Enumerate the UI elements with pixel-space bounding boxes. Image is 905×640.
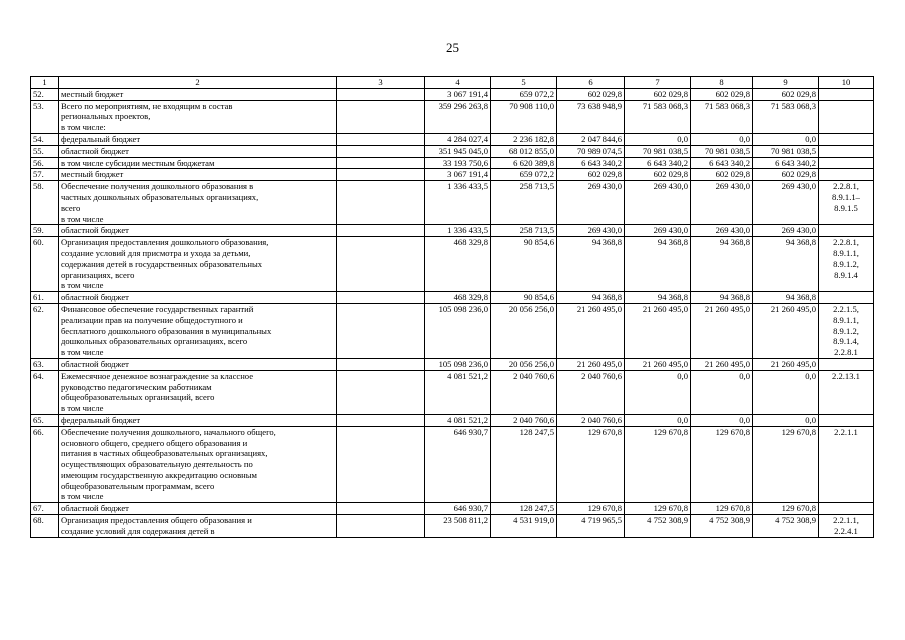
col8-value: 70 981 038,5 xyxy=(691,145,753,157)
col3-cell xyxy=(337,181,425,225)
reference-codes xyxy=(819,503,874,515)
col4-value: 351 945 045,0 xyxy=(425,145,491,157)
col4-value: 4 284 027,4 xyxy=(425,133,491,145)
col9-value: 4 752 308,9 xyxy=(753,515,819,538)
header-cell: 3 xyxy=(337,77,425,89)
col3-cell xyxy=(337,426,425,503)
header-cell: 1 xyxy=(31,77,59,89)
reference-codes xyxy=(819,292,874,304)
col9-value: 602 029,8 xyxy=(753,169,819,181)
header-cell: 2 xyxy=(59,77,337,89)
col3-cell xyxy=(337,303,425,358)
col5-value: 68 012 855,0 xyxy=(491,145,557,157)
col4-value: 1 336 433,5 xyxy=(425,225,491,237)
col4-value: 468 329,8 xyxy=(425,237,491,292)
row-number: 68. xyxy=(31,515,59,538)
row-number: 64. xyxy=(31,370,59,414)
row-number: 53. xyxy=(31,100,59,133)
budget-table xyxy=(30,76,874,538)
col3-cell xyxy=(337,515,425,538)
reference-codes: 2.2.1.1, 2.2.4.1 xyxy=(819,515,874,538)
col7-value: 70 981 038,5 xyxy=(625,145,691,157)
col7-value: 129 670,8 xyxy=(625,426,691,503)
header-cell: 6 xyxy=(557,77,625,89)
row-name: Обеспечение получения дошкольного, начального общего, основного общего, среднего общего образования и питания в частных общеобразовательных организациях, осуществляющих образовательную деятельность по имеющим государственную аккредитацию основным общеобразовательным программам, всего в том числе xyxy=(59,426,337,503)
row-number: 52. xyxy=(31,88,59,100)
col8-value: 129 670,8 xyxy=(691,426,753,503)
col6-value: 2 040 760,6 xyxy=(557,370,625,414)
col5-value: 6 620 389,8 xyxy=(491,157,557,169)
table-row xyxy=(31,133,874,145)
col9-value: 129 670,8 xyxy=(753,426,819,503)
col9-value: 269 430,0 xyxy=(753,225,819,237)
col4-value: 468 329,8 xyxy=(425,292,491,304)
col4-value: 359 296 263,8 xyxy=(425,100,491,133)
col5-value: 4 531 919,0 xyxy=(491,515,557,538)
col4-value: 105 098 236,0 xyxy=(425,358,491,370)
col7-value: 602 029,8 xyxy=(625,88,691,100)
col9-value: 70 981 038,5 xyxy=(753,145,819,157)
row-number: 55. xyxy=(31,145,59,157)
col3-cell xyxy=(337,100,425,133)
col8-value: 71 583 068,3 xyxy=(691,100,753,133)
col7-value: 6 643 340,2 xyxy=(625,157,691,169)
reference-codes xyxy=(819,145,874,157)
row-number: 60. xyxy=(31,237,59,292)
col3-cell xyxy=(337,414,425,426)
table-row xyxy=(31,157,874,169)
col6-value: 94 368,8 xyxy=(557,237,625,292)
col8-value: 4 752 308,9 xyxy=(691,515,753,538)
col7-value: 0,0 xyxy=(625,414,691,426)
col6-value: 269 430,0 xyxy=(557,181,625,225)
col9-value: 269 430,0 xyxy=(753,181,819,225)
row-name: областной бюджет xyxy=(59,358,337,370)
row-number: 54. xyxy=(31,133,59,145)
reference-codes xyxy=(819,414,874,426)
col6-value: 21 260 495,0 xyxy=(557,358,625,370)
row-name: областной бюджет xyxy=(59,225,337,237)
col7-value: 4 752 308,9 xyxy=(625,515,691,538)
col8-value: 6 643 340,2 xyxy=(691,157,753,169)
table-row xyxy=(31,237,874,292)
col3-cell xyxy=(337,292,425,304)
col9-value: 602 029,8 xyxy=(753,88,819,100)
row-name: областной бюджет xyxy=(59,503,337,515)
row-name: Организация предоставления дошкольного образования, создание условий для присмотра и ухода за детьми, содержания детей в государственных образовательных организациях, всего в том числе xyxy=(59,237,337,292)
col6-value: 21 260 495,0 xyxy=(557,303,625,358)
col5-value: 2 236 182,8 xyxy=(491,133,557,145)
col4-value: 646 930,7 xyxy=(425,426,491,503)
col8-value: 21 260 495,0 xyxy=(691,303,753,358)
header-cell: 7 xyxy=(625,77,691,89)
col6-value: 6 643 340,2 xyxy=(557,157,625,169)
col6-value: 73 638 948,9 xyxy=(557,100,625,133)
col9-value: 21 260 495,0 xyxy=(753,358,819,370)
row-number: 59. xyxy=(31,225,59,237)
row-number: 61. xyxy=(31,292,59,304)
row-number: 58. xyxy=(31,181,59,225)
col5-value: 70 908 110,0 xyxy=(491,100,557,133)
header-row xyxy=(31,77,874,89)
reference-codes xyxy=(819,358,874,370)
col5-value: 258 713,5 xyxy=(491,225,557,237)
reference-codes: 2.2.1.5, 8.9.1.1, 8.9.1.2, 8.9.1.4, 2.2.8.1 xyxy=(819,303,874,358)
col5-value: 20 056 256,0 xyxy=(491,358,557,370)
col7-value: 71 583 068,3 xyxy=(625,100,691,133)
col6-value: 4 719 965,5 xyxy=(557,515,625,538)
col9-value: 94 368,8 xyxy=(753,237,819,292)
table-row xyxy=(31,292,874,304)
col8-value: 269 430,0 xyxy=(691,225,753,237)
reference-codes: 2.2.8.1, 8.9.1.1, 8.9.1.2, 8.9.1.4 xyxy=(819,237,874,292)
col9-value: 21 260 495,0 xyxy=(753,303,819,358)
row-number: 63. xyxy=(31,358,59,370)
col4-value: 4 081 521,2 xyxy=(425,370,491,414)
table-row xyxy=(31,88,874,100)
col6-value: 129 670,8 xyxy=(557,503,625,515)
reference-codes: 2.2.1.1 xyxy=(819,426,874,503)
col4-value: 105 098 236,0 xyxy=(425,303,491,358)
reference-codes: 2.2.13.1 xyxy=(819,370,874,414)
col7-value: 0,0 xyxy=(625,133,691,145)
col7-value: 94 368,8 xyxy=(625,237,691,292)
col6-value: 602 029,8 xyxy=(557,88,625,100)
reference-codes xyxy=(819,88,874,100)
col3-cell xyxy=(337,503,425,515)
col7-value: 269 430,0 xyxy=(625,181,691,225)
reference-codes xyxy=(819,157,874,169)
row-number: 66. xyxy=(31,426,59,503)
col8-value: 129 670,8 xyxy=(691,503,753,515)
col3-cell xyxy=(337,133,425,145)
header-cell: 8 xyxy=(691,77,753,89)
col9-value: 94 368,8 xyxy=(753,292,819,304)
col3-cell xyxy=(337,145,425,157)
row-name: Ежемесячное денежное вознаграждение за классное руководство педагогическим работникам общеобразовательных организаций, всего в том числе xyxy=(59,370,337,414)
col7-value: 21 260 495,0 xyxy=(625,303,691,358)
row-name: Финансовое обеспечение государственных гарантий реализации прав на получение общедоступного и бесплатного дошкольного образования в муниципальных дошкольных образовательных организациях, всего в том числе xyxy=(59,303,337,358)
col6-value: 2 047 844,6 xyxy=(557,133,625,145)
col3-cell xyxy=(337,358,425,370)
col7-value: 602 029,8 xyxy=(625,169,691,181)
row-number: 67. xyxy=(31,503,59,515)
col8-value: 0,0 xyxy=(691,370,753,414)
row-name: федеральный бюджет xyxy=(59,414,337,426)
page-number: 25 xyxy=(446,40,459,55)
table-row xyxy=(31,225,874,237)
reference-codes xyxy=(819,100,874,133)
col8-value: 269 430,0 xyxy=(691,181,753,225)
col8-value: 602 029,8 xyxy=(691,169,753,181)
row-number: 65. xyxy=(31,414,59,426)
header-cell: 9 xyxy=(753,77,819,89)
col6-value: 129 670,8 xyxy=(557,426,625,503)
col7-value: 0,0 xyxy=(625,370,691,414)
col5-value: 90 854,6 xyxy=(491,237,557,292)
table-row xyxy=(31,358,874,370)
col3-cell xyxy=(337,88,425,100)
col4-value: 3 067 191,4 xyxy=(425,88,491,100)
header-cell: 10 xyxy=(819,77,874,89)
col7-value: 94 368,8 xyxy=(625,292,691,304)
col5-value: 128 247,5 xyxy=(491,503,557,515)
col7-value: 129 670,8 xyxy=(625,503,691,515)
col3-cell xyxy=(337,370,425,414)
reference-codes xyxy=(819,133,874,145)
row-number: 57. xyxy=(31,169,59,181)
col8-value: 94 368,8 xyxy=(691,237,753,292)
col6-value: 70 989 074,5 xyxy=(557,145,625,157)
col9-value: 71 583 068,3 xyxy=(753,100,819,133)
table-row xyxy=(31,303,874,358)
col7-value: 21 260 495,0 xyxy=(625,358,691,370)
col5-value: 128 247,5 xyxy=(491,426,557,503)
col4-value: 1 336 433,5 xyxy=(425,181,491,225)
col5-value: 2 040 760,6 xyxy=(491,370,557,414)
table-row xyxy=(31,145,874,157)
col8-value: 602 029,8 xyxy=(691,88,753,100)
table-row xyxy=(31,414,874,426)
col5-value: 258 713,5 xyxy=(491,181,557,225)
col4-value: 646 930,7 xyxy=(425,503,491,515)
row-name: областной бюджет xyxy=(59,292,337,304)
row-name: в том числе субсидии местным бюджетам xyxy=(59,157,337,169)
col6-value: 2 040 760,6 xyxy=(557,414,625,426)
row-name: федеральный бюджет xyxy=(59,133,337,145)
table-row xyxy=(31,100,874,133)
col3-cell xyxy=(337,169,425,181)
col9-value: 129 670,8 xyxy=(753,503,819,515)
row-name: Всего по мероприятиям, не входящим в состав региональных проектов, в том числе: xyxy=(59,100,337,133)
table-row xyxy=(31,370,874,414)
row-name: Обеспечение получения дошкольного образования в частных дошкольных образовательных организациях, всего в том числе xyxy=(59,181,337,225)
row-name: местный бюджет xyxy=(59,169,337,181)
table-row xyxy=(31,515,874,538)
col4-value: 23 508 811,2 xyxy=(425,515,491,538)
col5-value: 20 056 256,0 xyxy=(491,303,557,358)
col5-value: 659 072,2 xyxy=(491,88,557,100)
col5-value: 90 854,6 xyxy=(491,292,557,304)
col9-value: 0,0 xyxy=(753,370,819,414)
col5-value: 2 040 760,6 xyxy=(491,414,557,426)
reference-codes xyxy=(819,225,874,237)
col6-value: 269 430,0 xyxy=(557,225,625,237)
col9-value: 6 643 340,2 xyxy=(753,157,819,169)
reference-codes xyxy=(819,169,874,181)
col7-value: 269 430,0 xyxy=(625,225,691,237)
col5-value: 659 072,2 xyxy=(491,169,557,181)
row-number: 62. xyxy=(31,303,59,358)
col8-value: 21 260 495,0 xyxy=(691,358,753,370)
reference-codes: 2.2.8.1, 8.9.1.1– 8.9.1.5 xyxy=(819,181,874,225)
col9-value: 0,0 xyxy=(753,133,819,145)
row-number: 56. xyxy=(31,157,59,169)
table-row xyxy=(31,426,874,503)
col4-value: 4 081 521,2 xyxy=(425,414,491,426)
col3-cell xyxy=(337,225,425,237)
col6-value: 94 368,8 xyxy=(557,292,625,304)
col3-cell xyxy=(337,237,425,292)
col8-value: 94 368,8 xyxy=(691,292,753,304)
row-name: Организация предоставления общего образования и создание условий для содержания детей в xyxy=(59,515,337,538)
col8-value: 0,0 xyxy=(691,414,753,426)
col3-cell xyxy=(337,157,425,169)
header-cell: 5 xyxy=(491,77,557,89)
row-name: местный бюджет xyxy=(59,88,337,100)
header-cell: 4 xyxy=(425,77,491,89)
col9-value: 0,0 xyxy=(753,414,819,426)
col4-value: 33 193 750,6 xyxy=(425,157,491,169)
row-name: областной бюджет xyxy=(59,145,337,157)
col4-value: 3 067 191,4 xyxy=(425,169,491,181)
table-row xyxy=(31,181,874,225)
table-row xyxy=(31,169,874,181)
col8-value: 0,0 xyxy=(691,133,753,145)
table-row xyxy=(31,503,874,515)
col6-value: 602 029,8 xyxy=(557,169,625,181)
